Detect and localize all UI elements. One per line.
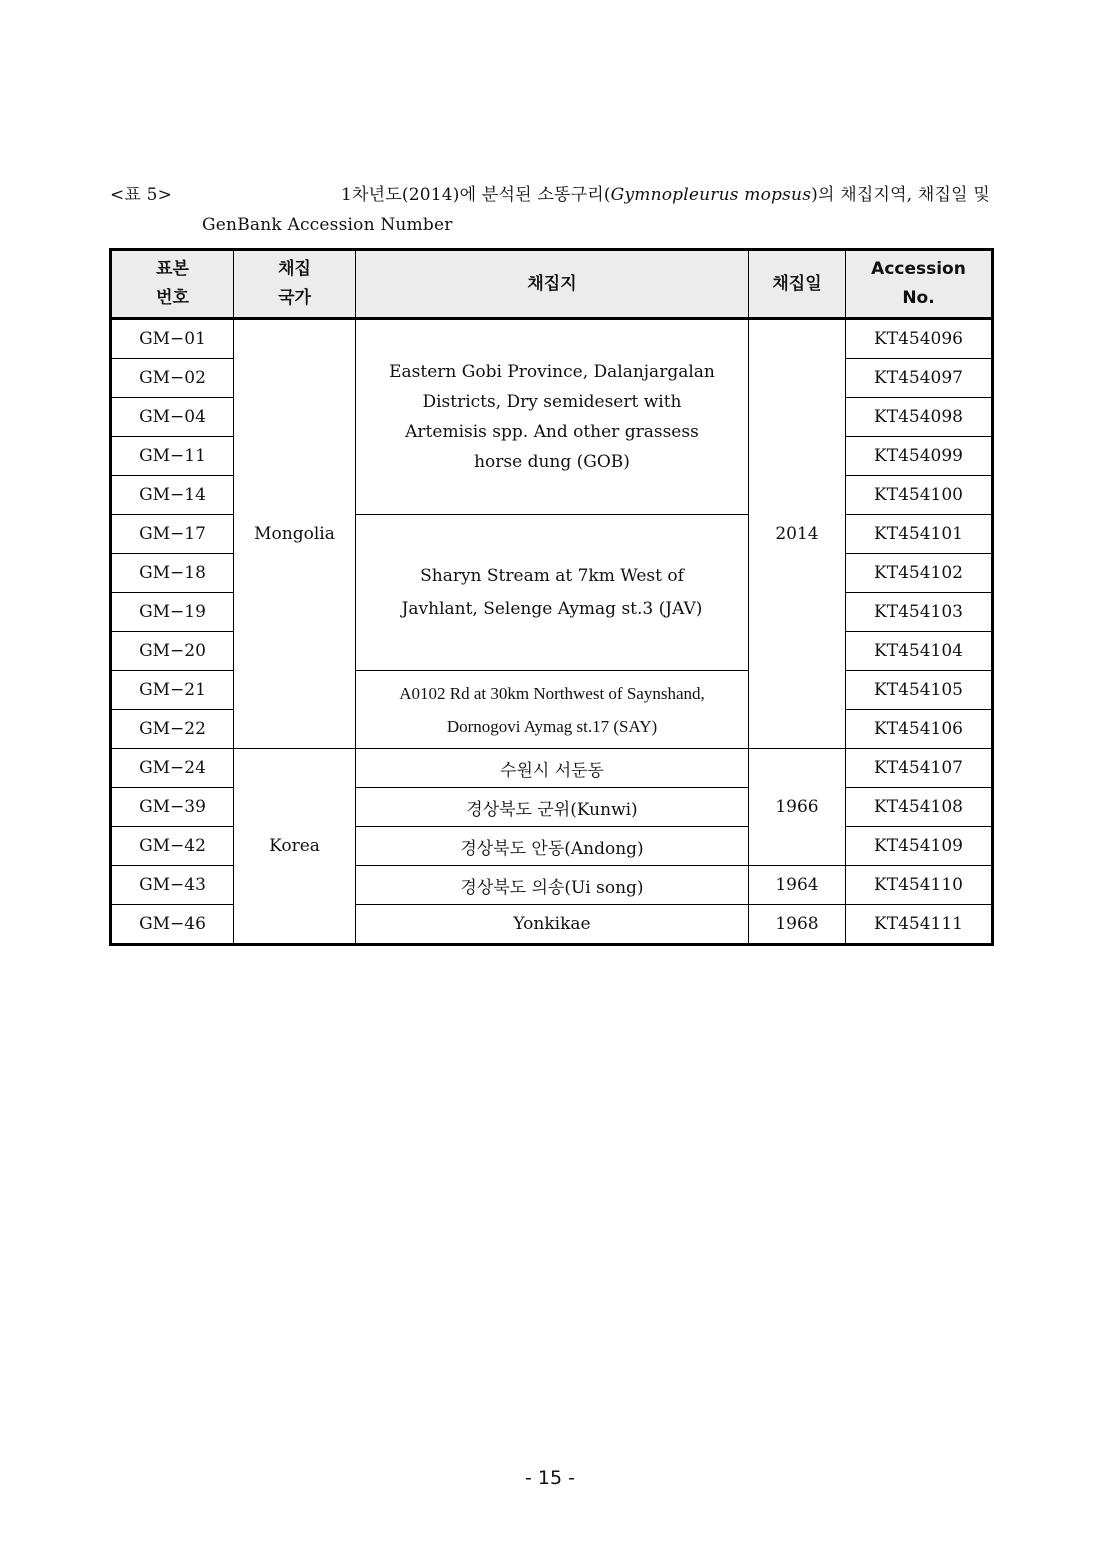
accession-number-cell: KT454108: [846, 788, 993, 827]
accession-number-cell: KT454111: [846, 905, 993, 945]
sample-number-cell: GM−43: [111, 866, 234, 905]
accession-number-cell: KT454101: [846, 515, 993, 554]
collection-site-cell: 경상북도 의송(Ui song): [356, 866, 749, 905]
collection-date-cell: 1968: [749, 905, 846, 945]
accession-number-cell: KT454098: [846, 398, 993, 437]
sample-number-cell: GM−17: [111, 515, 234, 554]
accession-number-cell: KT454109: [846, 827, 993, 866]
table-row: [111, 319, 993, 359]
accession-number-cell: KT454107: [846, 749, 993, 788]
sample-number-cell: GM−22: [111, 710, 234, 749]
sample-number-cell: GM−14: [111, 476, 234, 515]
sample-number-cell: GM−19: [111, 593, 234, 632]
sample-number-cell: GM−01: [111, 319, 234, 359]
caption-title-part1: 1차년도(2014)에 분석된 소똥구리(: [341, 185, 611, 205]
sample-number-cell: GM−02: [111, 359, 234, 398]
accession-number-cell: KT454105: [846, 671, 993, 710]
page-number: - 15 -: [525, 1467, 575, 1489]
accession-number-cell: KT454097: [846, 359, 993, 398]
collection-site-cell: Yonkikae: [356, 905, 749, 945]
caption-title-part2: )의 채집지역, 채집일 및: [811, 185, 990, 205]
header-accession-number: Accession No.: [846, 250, 993, 319]
collection-date-cell: 1966: [749, 749, 846, 866]
caption-species-name: Gymnopleurus mopsus: [610, 185, 812, 205]
accession-number-cell: KT454099: [846, 437, 993, 476]
sample-number-cell: GM−04: [111, 398, 234, 437]
specimen-table: [109, 248, 994, 946]
sample-number-cell: GM−24: [111, 749, 234, 788]
caption-line-1: [110, 180, 990, 210]
sample-number-cell: GM−42: [111, 827, 234, 866]
collection-site-cell: 수원시 서둔동: [356, 749, 749, 788]
country-cell: Korea: [234, 749, 356, 945]
sample-number-cell: GM−18: [111, 554, 234, 593]
accession-number-cell: KT454104: [846, 632, 993, 671]
header-row: [111, 250, 993, 319]
header-collection-date: 채집일: [749, 250, 846, 319]
accession-number-cell: KT454100: [846, 476, 993, 515]
accession-number-cell: KT454106: [846, 710, 993, 749]
table-caption: [110, 180, 990, 240]
collection-site-cell: 경상북도 안동(Andong): [356, 827, 749, 866]
accession-number-cell: KT454110: [846, 866, 993, 905]
collection-site-cell: 경상북도 군위(Kunwi): [356, 788, 749, 827]
header-sample-number: 표본 번호: [111, 250, 234, 319]
country-cell: Mongolia: [234, 319, 356, 749]
caption-line-2: GenBank Accession Number: [202, 215, 453, 235]
sample-number-cell: GM−46: [111, 905, 234, 945]
caption-label: <표 5>: [110, 185, 173, 205]
caption-title: [341, 180, 990, 210]
collection-site-cell: Sharyn Stream at 7km West of Javhlant, Selenge Aymag st.3 (JAV): [356, 515, 749, 671]
sample-number-cell: GM−21: [111, 671, 234, 710]
collection-date-cell: 2014: [749, 319, 846, 749]
sample-number-cell: GM−20: [111, 632, 234, 671]
table-row: [111, 749, 993, 788]
collection-site-cell: Eastern Gobi Province, Dalanjargalan Districts, Dry semidesert with Artemisis spp. And other grassess horse dung (GOB): [356, 319, 749, 515]
header-country: 채집 국가: [234, 250, 356, 319]
collection-date-cell: 1964: [749, 866, 846, 905]
accession-number-cell: KT454103: [846, 593, 993, 632]
sample-number-cell: GM−39: [111, 788, 234, 827]
accession-number-cell: KT454102: [846, 554, 993, 593]
header-collection-site: 채집지: [356, 250, 749, 319]
accession-number-cell: KT454096: [846, 319, 993, 359]
sample-number-cell: GM−11: [111, 437, 234, 476]
collection-site-cell: A0102 Rd at 30km Northwest of Saynshand, Dornogovi Aymag st.17 (SAY): [356, 671, 749, 749]
